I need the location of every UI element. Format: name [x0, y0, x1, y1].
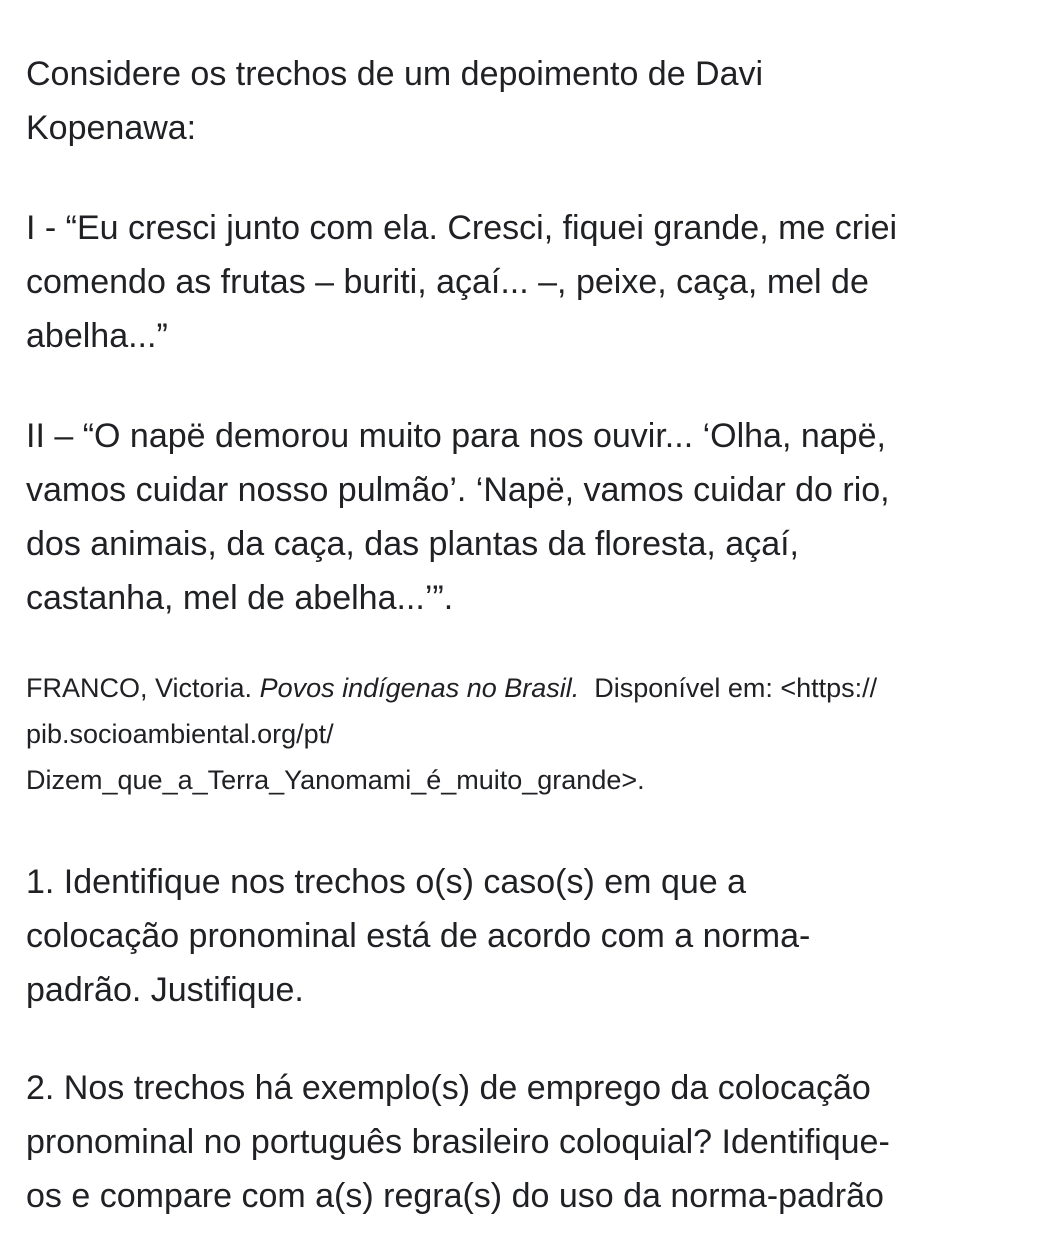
quote-2-line: II – “O napë demorou muito para nos ouvir... ‘Olha, napë,: [26, 417, 886, 455]
quote-2-line: vamos cuidar nosso pulmão’. ‘Napë, vamos cuidar do rio,: [26, 471, 890, 509]
citation: [26, 665, 1016, 803]
citation-line: Dizem_que_a_Terra_Yanomami_é_muito_grande>.: [26, 765, 645, 795]
intro-line: Kopenawa:: [26, 109, 197, 147]
citation-author: FRANCO, Victoria.: [26, 673, 260, 703]
question-1: [26, 855, 1016, 1017]
quote-1-line: I - “Eu cresci junto com ela. Cresci, fiquei grande, me criei: [26, 209, 898, 247]
document-body: [26, 47, 1016, 1223]
quote-2-line: castanha, mel de abelha...’”.: [26, 579, 454, 617]
question-2: [26, 1061, 1016, 1223]
intro-paragraph: [26, 47, 1016, 155]
citation-available: Disponível em: <https://: [579, 673, 878, 703]
question-1-line: colocação pronominal está de acordo com a norma-: [26, 917, 811, 955]
quote-2: [26, 409, 1016, 625]
question-2-line: pronominal no português brasileiro coloquial? Identifique-: [26, 1123, 890, 1161]
question-2-line: 2. Nos trechos há exemplo(s) de emprego da colocação: [26, 1069, 871, 1107]
quote-1: [26, 201, 1016, 363]
question-2-line: os e compare com a(s) regra(s) do uso da norma-padrão: [26, 1177, 884, 1215]
quote-1-line: abelha...”: [26, 317, 168, 355]
citation-line: pib.socioambiental.org/pt/: [26, 719, 334, 749]
quote-1-line: comendo as frutas – buriti, açaí... –, peixe, caça, mel de: [26, 263, 869, 301]
question-1-line: 1. Identifique nos trechos o(s) caso(s) em que a: [26, 863, 747, 901]
quote-2-line: dos animais, da caça, das plantas da floresta, açaí,: [26, 525, 800, 563]
citation-line: [26, 665, 1016, 711]
citation-title: Povos indígenas no Brasil.: [259, 673, 580, 703]
intro-line: Considere os trechos de um depoimento de Davi: [26, 55, 764, 93]
question-1-line: padrão. Justifique.: [26, 971, 304, 1009]
